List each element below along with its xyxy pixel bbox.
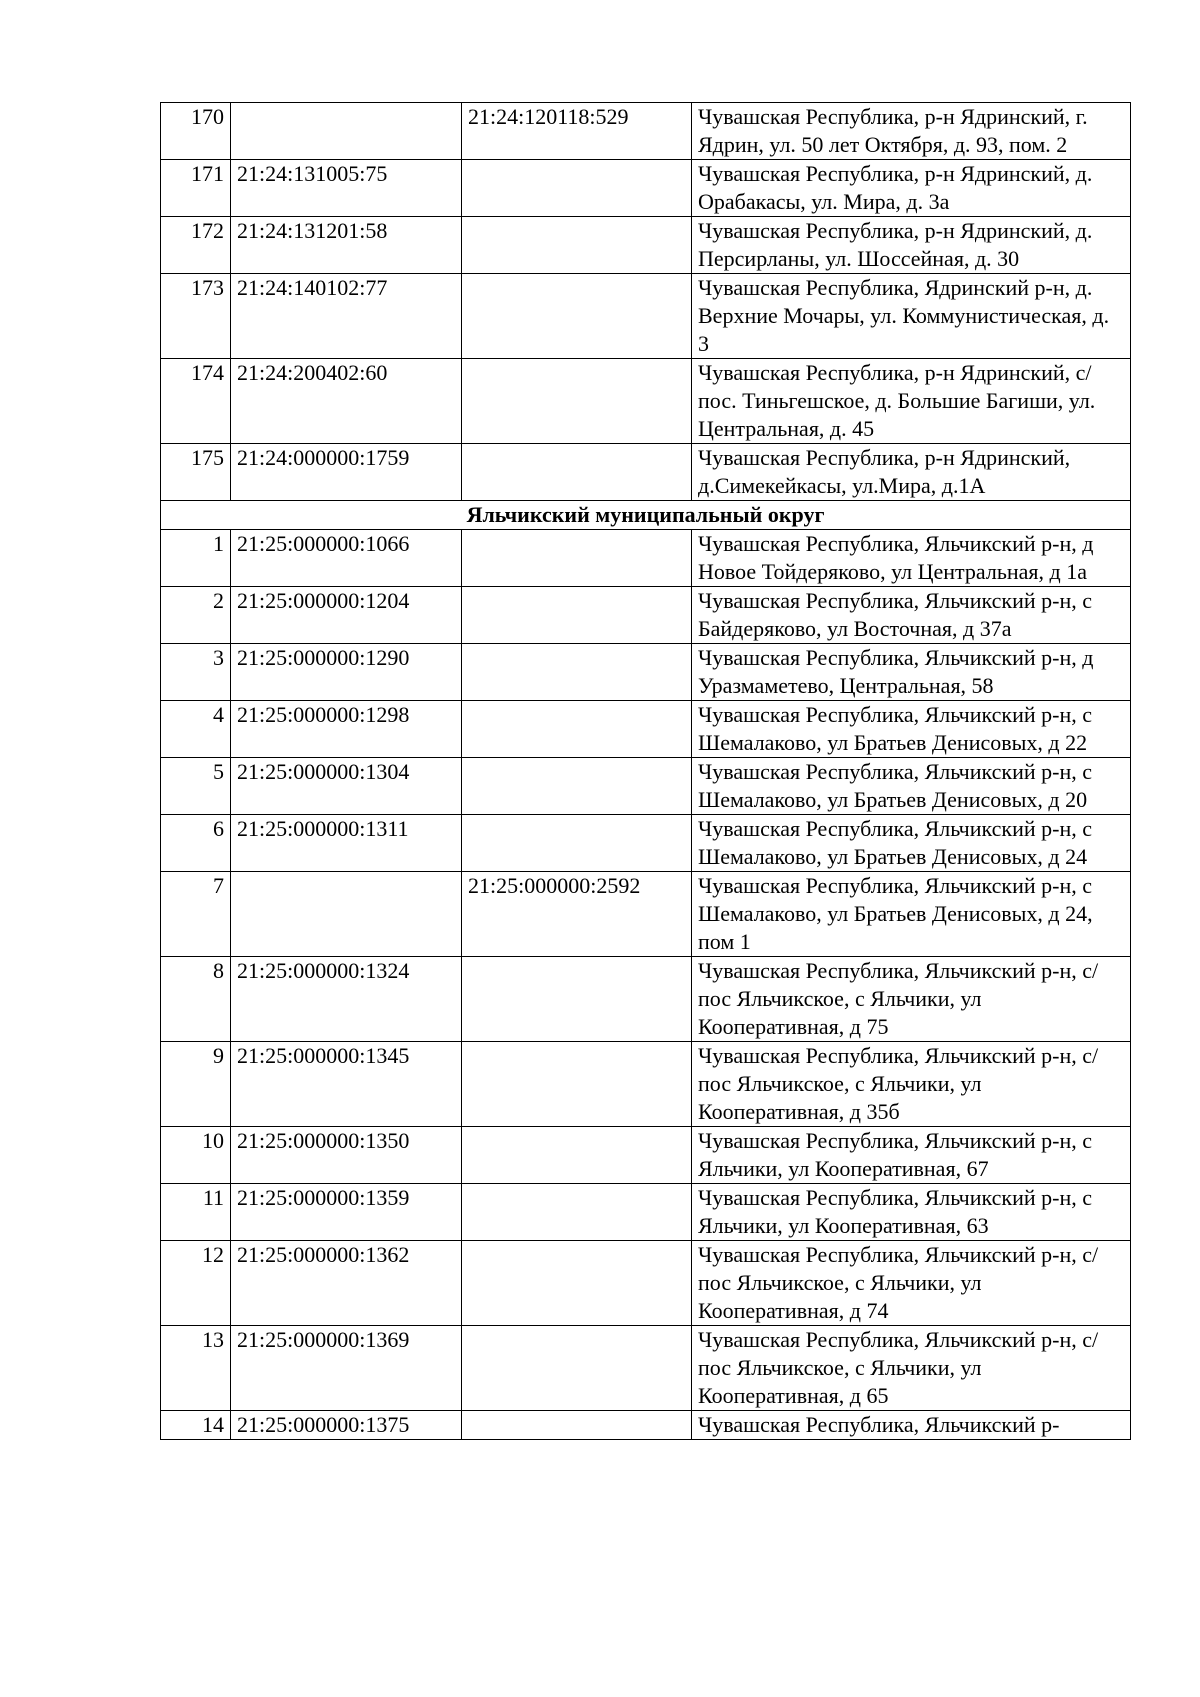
address: Чувашская Республика, Яльчикский р-н, с Яльчики, ул Кооперативная, 63 — [692, 1184, 1131, 1241]
cadastral-number: 21:25:000000:1298 — [231, 701, 462, 758]
address: Чувашская Республика, Яльчикский р-н, с/пос Яльчикское, с Яльчики, ул Кооперативная, д 75 — [692, 957, 1131, 1042]
table-row — [161, 160, 1131, 217]
premises-cadastral-number — [462, 701, 692, 758]
cadastral-number: 21:25:000000:1324 — [231, 957, 462, 1042]
table-body-top — [161, 103, 1131, 501]
cadastral-number: 21:25:000000:1290 — [231, 644, 462, 701]
row-number: 6 — [161, 815, 231, 872]
address: Чувашская Республика, р-н Ядринский, д.Симекейкасы, ул.Мира, д.1А — [692, 444, 1131, 501]
premises-cadastral-number — [462, 1042, 692, 1127]
row-number: 14 — [161, 1411, 231, 1440]
table-row — [161, 103, 1131, 160]
premises-cadastral-number — [462, 530, 692, 587]
section-title: Яльчикский муниципальный округ — [161, 501, 1131, 530]
cadastral-number: 21:24:131005:75 — [231, 160, 462, 217]
table-row — [161, 644, 1131, 701]
row-number: 3 — [161, 644, 231, 701]
cadastral-number: 21:25:000000:1345 — [231, 1042, 462, 1127]
address: Чувашская Республика, Яльчикский р-н, с Шемалаково, ул Братьев Денисовых, д 22 — [692, 701, 1131, 758]
address: Чувашская Республика, Яльчикский р-н, с/пос Яльчикское, с Яльчики, ул Кооперативная, д 74 — [692, 1241, 1131, 1326]
row-number: 10 — [161, 1127, 231, 1184]
row-number: 9 — [161, 1042, 231, 1127]
premises-cadastral-number: 21:25:000000:2592 — [462, 872, 692, 957]
address: Чувашская Республика, Яльчикский р-н, с/пос Яльчикское, с Яльчики, ул Кооперативная, д 35б — [692, 1042, 1131, 1127]
address: Чувашская Республика, р-н Ядринский, с/пос. Тиньгешское, д. Большие Багиши, ул. Центральная, д. 45 — [692, 359, 1131, 444]
table-row — [161, 815, 1131, 872]
premises-cadastral-number: 21:24:120118:529 — [462, 103, 692, 160]
table-row — [161, 530, 1131, 587]
address: Чувашская Республика, Яльчикский р-н, с Шемалаково, ул Братьев Денисовых, д 20 — [692, 758, 1131, 815]
premises-cadastral-number — [462, 1241, 692, 1326]
address: Чувашская Республика, Яльчикский р-н, д Новое Тойдеряково, ул Центральная, д 1а — [692, 530, 1131, 587]
table-row — [161, 758, 1131, 815]
premises-cadastral-number — [462, 160, 692, 217]
row-number: 11 — [161, 1184, 231, 1241]
premises-cadastral-number — [462, 957, 692, 1042]
row-number: 4 — [161, 701, 231, 758]
address: Чувашская Республика, Яльчикский р-н, с Шемалаково, ул Братьев Денисовых, д 24 — [692, 815, 1131, 872]
table-row — [161, 1184, 1131, 1241]
row-number: 5 — [161, 758, 231, 815]
cadastral-number: 21:25:000000:1204 — [231, 587, 462, 644]
cadastral-number: 21:24:140102:77 — [231, 274, 462, 359]
row-number: 12 — [161, 1241, 231, 1326]
premises-cadastral-number — [462, 217, 692, 274]
row-number: 174 — [161, 359, 231, 444]
table-row — [161, 1241, 1131, 1326]
premises-cadastral-number — [462, 644, 692, 701]
table-row — [161, 1127, 1131, 1184]
cadastral-number: 21:25:000000:1304 — [231, 758, 462, 815]
premises-cadastral-number — [462, 1326, 692, 1411]
row-number: 170 — [161, 103, 231, 160]
section-header-row — [161, 501, 1131, 530]
row-number: 173 — [161, 274, 231, 359]
row-number: 7 — [161, 872, 231, 957]
address: Чувашская Республика, Ядринский р-н, д. Верхние Мочары, ул. Коммунистическая, д. 3 — [692, 274, 1131, 359]
cadastral-number: 21:25:000000:1362 — [231, 1241, 462, 1326]
address: Чувашская Республика, р-н Ядринский, г. Ядрин, ул. 50 лет Октября, д. 93, пом. 2 — [692, 103, 1131, 160]
table-body-bottom — [161, 530, 1131, 1440]
premises-cadastral-number — [462, 587, 692, 644]
cadastral-number — [231, 872, 462, 957]
table-row — [161, 444, 1131, 501]
cadastral-number: 21:24:131201:58 — [231, 217, 462, 274]
address: Чувашская Республика, Яльчикский р-н, с Шемалаково, ул Братьев Денисовых, д 24, пом 1 — [692, 872, 1131, 957]
address: Чувашская Республика, Яльчикский р-н, с Яльчики, ул Кооперативная, 67 — [692, 1127, 1131, 1184]
cadastral-number: 21:25:000000:1369 — [231, 1326, 462, 1411]
row-number: 171 — [161, 160, 231, 217]
address: Чувашская Республика, р-н Ядринский, д. Орабакасы, ул. Мира, д. 3а — [692, 160, 1131, 217]
table-section — [161, 501, 1131, 530]
cadastral-number: 21:25:000000:1311 — [231, 815, 462, 872]
premises-cadastral-number — [462, 1184, 692, 1241]
row-number: 1 — [161, 530, 231, 587]
cadastral-number: 21:24:200402:60 — [231, 359, 462, 444]
table-row — [161, 217, 1131, 274]
premises-cadastral-number — [462, 1127, 692, 1184]
row-number: 175 — [161, 444, 231, 501]
table-row — [161, 587, 1131, 644]
premises-cadastral-number — [462, 359, 692, 444]
cadastral-number: 21:24:000000:1759 — [231, 444, 462, 501]
cadastral-number: 21:25:000000:1066 — [231, 530, 462, 587]
address: Чувашская Республика, Яльчикский р-н, с Байдеряково, ул Восточная, д 37а — [692, 587, 1131, 644]
cadastral-number: 21:25:000000:1359 — [231, 1184, 462, 1241]
cadastral-number — [231, 103, 462, 160]
cadastral-number: 21:25:000000:1375 — [231, 1411, 462, 1440]
premises-cadastral-number — [462, 815, 692, 872]
address: Чувашская Республика, р-н Ядринский, д. Персирланы, ул. Шоссейная, д. 30 — [692, 217, 1131, 274]
premises-cadastral-number — [462, 444, 692, 501]
cadastral-number: 21:25:000000:1350 — [231, 1127, 462, 1184]
address: Чувашская Республика, Яльчикский р-н, с/пос Яльчикское, с Яльчики, ул Кооперативная, д 65 — [692, 1326, 1131, 1411]
table-row — [161, 1326, 1131, 1411]
row-number: 13 — [161, 1326, 231, 1411]
row-number: 172 — [161, 217, 231, 274]
address: Чувашская Республика, Яльчикский р- — [692, 1411, 1131, 1440]
table-row — [161, 701, 1131, 758]
property-table — [160, 102, 1131, 1440]
premises-cadastral-number — [462, 1411, 692, 1440]
table-row — [161, 274, 1131, 359]
table-row — [161, 957, 1131, 1042]
row-number: 8 — [161, 957, 231, 1042]
address: Чувашская Республика, Яльчикский р-н, д Уразмаметево, Центральная, 58 — [692, 644, 1131, 701]
premises-cadastral-number — [462, 274, 692, 359]
table-row — [161, 872, 1131, 957]
premises-cadastral-number — [462, 758, 692, 815]
table-row — [161, 1411, 1131, 1440]
row-number: 2 — [161, 587, 231, 644]
table-row — [161, 1042, 1131, 1127]
table-row — [161, 359, 1131, 444]
